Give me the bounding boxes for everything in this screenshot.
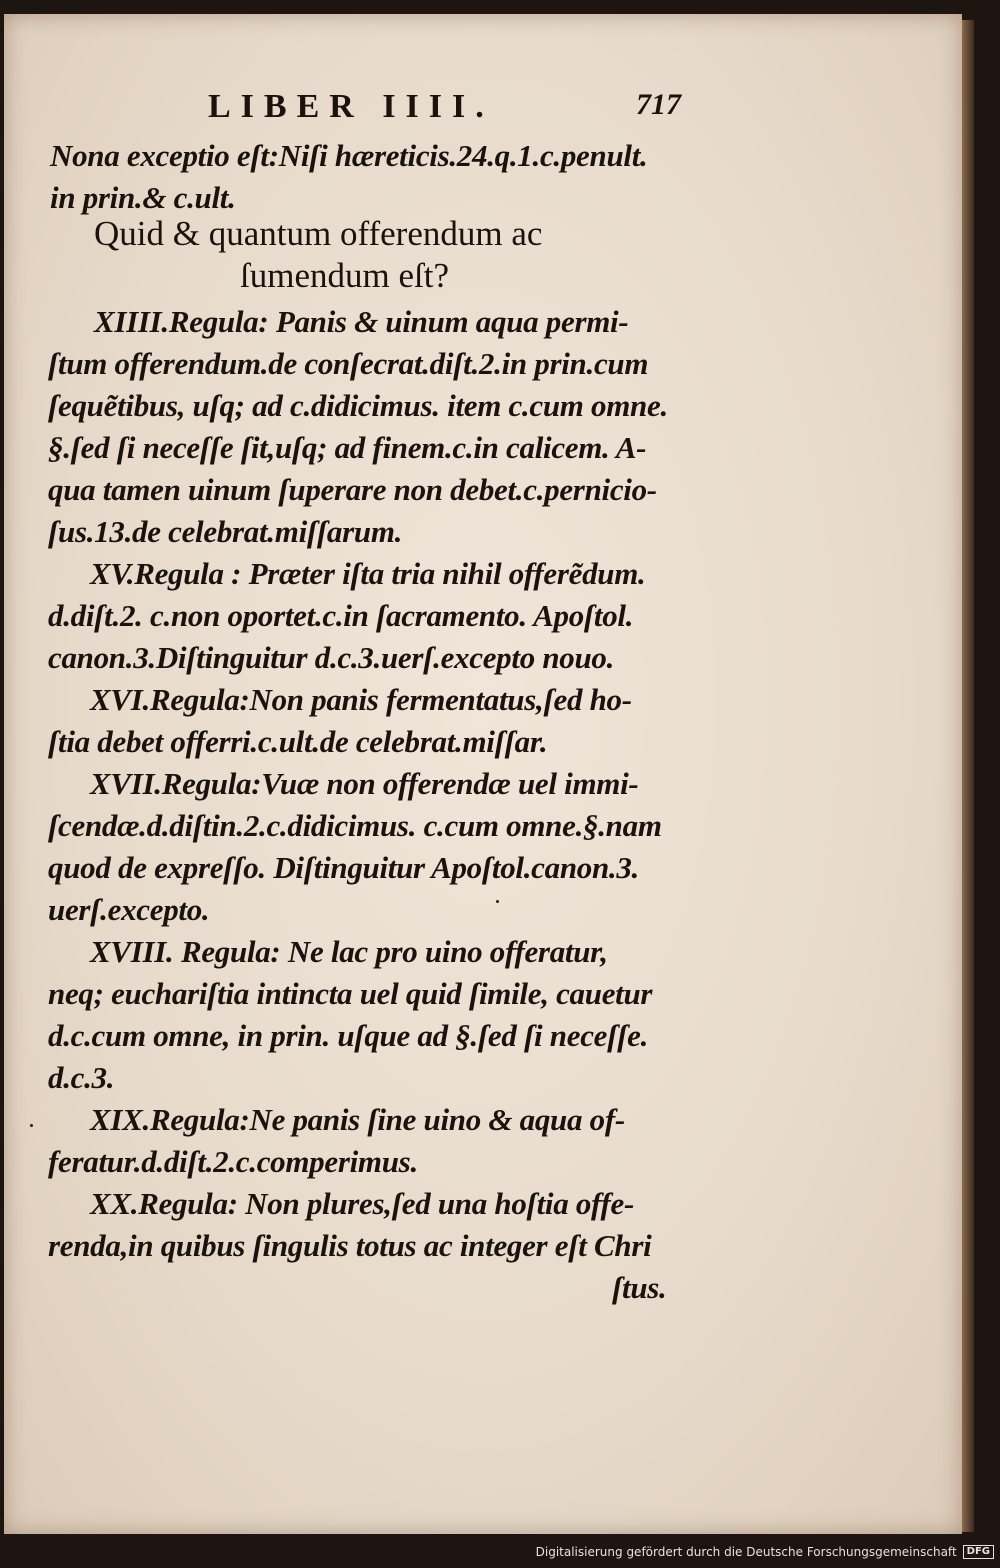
page-number: 717 — [636, 88, 681, 121]
ink-speck — [30, 1124, 33, 1127]
text-line: ſus.13.de celebrat.miſſarum. — [48, 514, 403, 549]
dfg-logo: DFG — [963, 1545, 994, 1559]
text-line: d.c.3. — [48, 1060, 115, 1095]
ink-speck — [496, 900, 499, 903]
running-title: LIBER IIII. — [208, 88, 494, 125]
text-line: in prin.& c.ult. — [50, 180, 236, 215]
text-line: d.c.cum omne, in prin. uſque ad §.ſed ſi neceſſe. — [48, 1018, 649, 1053]
text-line: ſequẽtibus, uſq; ad c.didicimus. item c.cum omne. — [48, 388, 668, 423]
rule-line: XVII.Regula:Vuæ non offerendæ uel immi- — [90, 766, 639, 801]
text-line: ſcendæ.d.diſtin.2.c.didicimus. c.cum omne.§.nam — [48, 808, 662, 843]
text-line: qua tamen uinum ſuperare non debet.c.pernicio- — [48, 472, 657, 507]
rule-line: XVI.Regula:Non panis fermentatus,ſed ho- — [90, 682, 632, 717]
text-line: ſtum offerendum.de conſecrat.diſt.2.in prin.cum — [48, 346, 649, 381]
section-heading: Quid & quantum offerendum ac — [94, 214, 543, 253]
text-line: neq; euchariſtia intincta uel quid ſimile, cauetur — [48, 976, 653, 1011]
text-line: quod de expreſſo. Diſtinguitur Apoſtol.canon.3. — [48, 850, 640, 885]
text-line: uerſ.excepto. — [48, 892, 210, 927]
digitization-footer — [0, 1536, 1000, 1568]
rule-line: XIX.Regula:Ne panis ſine uino & aqua of- — [90, 1102, 625, 1137]
text-line: d.diſt.2. c.non oportet.c.in ſacramento. Apoſtol. — [48, 598, 634, 633]
page-edge — [962, 20, 974, 1532]
text-line: Nona exceptio eſt:Niſi hæreticis.24.q.1.c.penult. — [50, 138, 648, 173]
text-line: ſtia debet offerri.c.ult.de celebrat.miſſar. — [48, 724, 548, 759]
rule-line: XV.Regula : Præter iſta tria nihil offerẽdum. — [90, 556, 646, 591]
rule-line: XVIII. Regula: Ne lac pro uino offeratur, — [90, 934, 608, 969]
section-heading: ſumendum eſt? — [240, 256, 449, 295]
rule-line: XIIII.Regula: Panis & uinum aqua permi- — [94, 304, 629, 339]
rule-line: XX.Regula: Non plures,ſed una hoſtia offe- — [90, 1186, 635, 1221]
text-line: canon.3.Diſtinguitur d.c.3.uerſ.excepto nouo. — [48, 640, 615, 675]
text-line: feratur.d.diſt.2.c.comperimus. — [48, 1144, 418, 1179]
text-line: §.ſed ſi neceſſe ſit,uſq; ad finem.c.in calicem. A- — [48, 430, 647, 465]
text-line: ſtus. — [612, 1270, 667, 1305]
book-page — [4, 14, 962, 1534]
text-line: renda,in quibus ſingulis totus ac integer eſt Chri — [48, 1228, 652, 1263]
footer-credit: Digitalisierung gefördert durch die Deutsche Forschungsgemeinschaft — [535, 1545, 957, 1559]
